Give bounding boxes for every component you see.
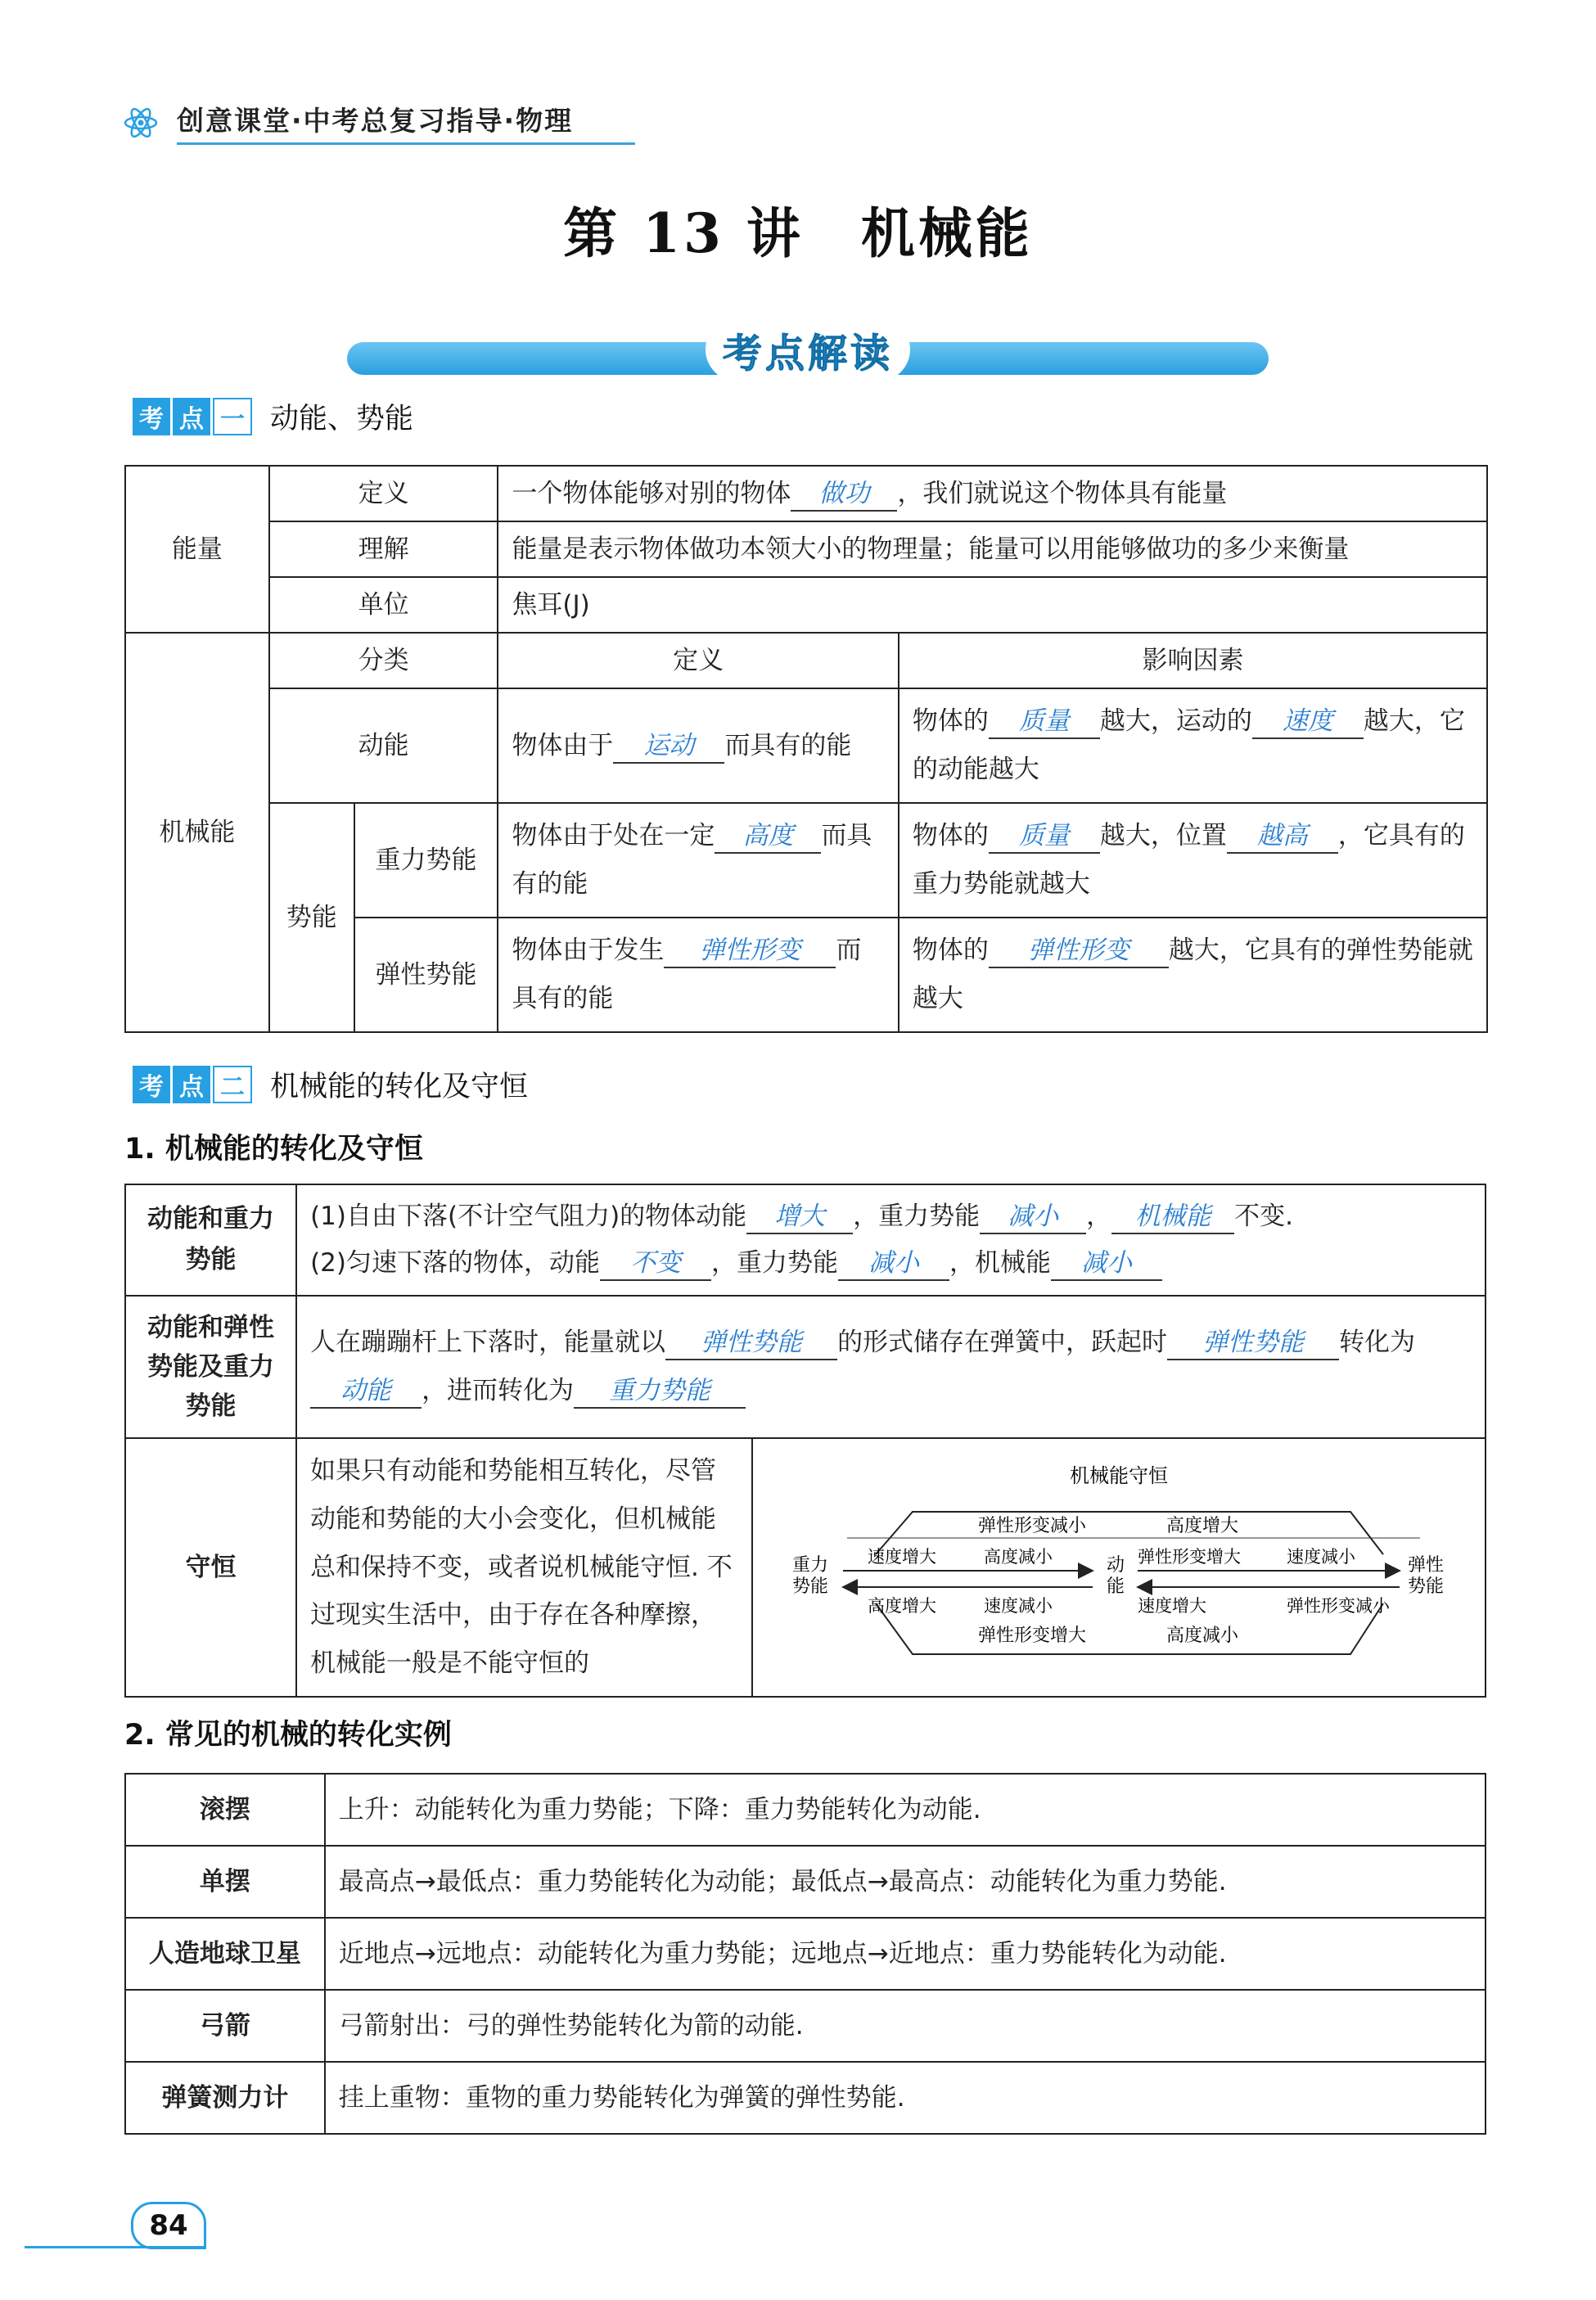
diag-d4: 弹性形变减小 <box>1286 1596 1390 1616</box>
kinetic-gravity-text: (1)自由下落(不计空气阻力)的物体动能 增大 ，重力势能 减小 ， 机械能 不变. (2)匀速下落的物体，动能 不变 ，重力势能 减小 ，机械能 减小 <box>296 1184 1486 1296</box>
example-label: 滚摆 <box>125 1774 325 1846</box>
answer-blank: 高度 <box>715 819 821 854</box>
page-number: 84 <box>131 2202 206 2249</box>
kinetic-elastic-gravity-text: 人在蹦蹦杆上下落时，能量就以 弹性势能 的形式储存在弹簧中，跃起时 弹性势能 转化为动能 ，进而转化为 重力势能 <box>296 1296 1486 1438</box>
energy-table <box>124 465 1488 1033</box>
answer-blank: 速度 <box>1252 705 1364 739</box>
diag-u3: 弹性形变增大 <box>1137 1547 1241 1567</box>
category-header: 分类 <box>269 633 498 688</box>
kinetic-gravity-label: 动能和重力势能 <box>125 1184 296 1296</box>
unit-text: 焦耳(J) <box>498 577 1487 633</box>
def-cell: 一个物体能够对别的物体 做功 ，我们就说这个物体具有能量 <box>498 466 1487 521</box>
section2-title: 机械能的转化及守恒 <box>270 1071 529 1103</box>
diag-d3: 速度增大 <box>1137 1596 1206 1616</box>
diag-right-2: 势能 <box>1407 1576 1444 1597</box>
answer-blank: 重力势能 <box>574 1374 746 1409</box>
lesson-title: 第 13 讲 机械能 <box>563 201 1033 265</box>
factor-header: 影响因素 <box>899 633 1487 688</box>
section2-heading <box>133 1066 528 1103</box>
answer-blank: 做功 <box>791 477 897 512</box>
conservation-text: 如果只有动能和势能相互转化，尽管动能和势能的大小会变化，但机械能总和保持不变，或者说机械能守恒. 不过现实生活中，由于存在各种摩擦，机械能一般是不能守恒的 <box>296 1438 752 1697</box>
unit-label: 单位 <box>269 577 498 633</box>
badge-kao: 考 <box>133 398 170 435</box>
section1-title: 动能、势能 <box>270 403 414 435</box>
conservation-diagram-cell <box>752 1438 1486 1697</box>
subheading-1: 1. 机械能的转化及守恒 <box>124 1133 423 1166</box>
diag-right-1: 弹性 <box>1407 1555 1444 1576</box>
example-label: 单摆 <box>125 1846 325 1918</box>
badge-dian: 点 <box>173 398 210 435</box>
diag-left-1: 重力 <box>791 1555 828 1576</box>
section1-number: 一 <box>213 398 252 435</box>
answer-blank: 弹性形变 <box>989 934 1169 968</box>
understanding-label: 理解 <box>269 521 498 577</box>
elastic-pe-factor: 物体的 弹性形变 越大，它具有的弹性势能就越大 <box>899 918 1487 1032</box>
elastic-pe-label: 弹性势能 <box>354 918 498 1032</box>
answer-blank: 弹性形变 <box>664 934 836 968</box>
def-label: 定义 <box>269 466 498 521</box>
gravity-pe-def: 物体由于处在一定 高度 而具有的能 <box>498 803 898 918</box>
gravity-pe-factor: 物体的 质量 越大，位置 越高 ，它具有的重力势能就越大 <box>899 803 1487 918</box>
example-label: 弹簧测力计 <box>125 2062 325 2134</box>
diag-d2: 速度减小 <box>983 1596 1053 1616</box>
badge-kao: 考 <box>133 1066 170 1103</box>
table-row <box>125 1846 1486 1918</box>
example-text: 近地点→远地点：动能转化为重力势能；远地点→近地点：重力势能转化为动能. <box>325 1918 1486 1990</box>
answer-blank: 越高 <box>1227 819 1338 854</box>
table-row <box>125 1774 1486 1846</box>
series-title: 创意课堂·中考总复习指导·物理 <box>177 105 574 137</box>
badge-dian: 点 <box>173 1066 210 1103</box>
diag-t1: 弹性形变减小 <box>977 1516 1086 1536</box>
answer-blank: 动能 <box>310 1374 422 1409</box>
answer-blank: 减小 <box>1051 1247 1162 1281</box>
diag-b1: 弹性形变增大 <box>977 1626 1086 1646</box>
answer-blank: 增大 <box>746 1200 853 1234</box>
diag-left-2: 势能 <box>791 1576 828 1597</box>
diagram-top-label: 机械能守恒 <box>1069 1464 1168 1487</box>
example-text: 弓箭射出：弓的弹性势能转化为箭的动能. <box>325 1990 1486 2062</box>
answer-blank: 弹性势能 <box>1167 1326 1339 1360</box>
energy-label: 能量 <box>125 466 269 633</box>
answer-blank: 质量 <box>989 819 1100 854</box>
diag-d1: 高度增大 <box>867 1596 936 1616</box>
answer-blank: 不变 <box>600 1247 711 1281</box>
diag-b2: 高度减小 <box>1165 1626 1238 1646</box>
answer-blank: 质量 <box>989 705 1100 739</box>
diag-mid-2: 能 <box>1106 1576 1125 1597</box>
kinetic-factor: 物体的 质量 越大，运动的 速度 越大，它的动能越大 <box>899 688 1487 803</box>
kinetic-label: 动能 <box>269 688 498 803</box>
kinetic-def: 物体由于 运动 而具有的能 <box>498 688 898 803</box>
conservation-diagram <box>753 1440 1485 1695</box>
table-row <box>125 1918 1486 1990</box>
answer-blank: 机械能 <box>1111 1200 1234 1234</box>
subheading-2: 2. 常见的机械的转化实例 <box>124 1719 452 1752</box>
example-label: 人造地球卫星 <box>125 1918 325 1990</box>
table-row <box>125 2062 1486 2134</box>
banner-text: 考点解读 <box>722 330 893 377</box>
definition-header: 定义 <box>498 633 898 688</box>
diag-u4: 速度减小 <box>1286 1547 1355 1567</box>
diag-u2: 高度减小 <box>983 1547 1053 1567</box>
answer-blank: 运动 <box>613 729 724 764</box>
potential-label: 势能 <box>269 803 354 1032</box>
answer-blank: 减小 <box>980 1200 1086 1234</box>
examples-table <box>124 1773 1486 2135</box>
example-text: 挂上重物：重物的重力势能转化为弹簧的弹性势能. <box>325 2062 1486 2134</box>
footer-rule <box>25 2246 205 2248</box>
mech-energy-label: 机械能 <box>125 633 269 1032</box>
running-header <box>123 97 630 154</box>
answer-blank: 减小 <box>838 1247 949 1281</box>
header-rule <box>177 142 635 145</box>
diag-t2: 高度增大 <box>1165 1516 1238 1536</box>
atom-icon <box>123 105 159 141</box>
example-text: 上升：动能转化为重力势能；下降：重力势能转化为动能. <box>325 1774 1486 1846</box>
elastic-pe-def: 物体由于发生 弹性形变 而具有的能 <box>498 918 898 1032</box>
diag-mid-1: 动 <box>1106 1555 1125 1576</box>
gravity-pe-label: 重力势能 <box>354 803 498 918</box>
section2-number: 二 <box>213 1066 252 1103</box>
answer-blank: 弹性势能 <box>665 1326 837 1360</box>
kinetic-elastic-gravity-label: 动能和弹性势能及重力势能 <box>125 1296 296 1438</box>
section1-heading <box>133 398 413 435</box>
section-banner-label <box>706 318 910 381</box>
example-text: 最高点→最低点：重力势能转化为动能；最低点→最高点：动能转化为重力势能. <box>325 1846 1486 1918</box>
conversion-table <box>124 1184 1486 1698</box>
example-label: 弓箭 <box>125 1990 325 2062</box>
table-row <box>125 1990 1486 2062</box>
diag-u1: 速度增大 <box>867 1547 936 1567</box>
conservation-label: 守恒 <box>125 1438 296 1697</box>
understanding-text: 能量是表示物体做功本领大小的物理量；能量可以用能够做功的多少来衡量 <box>498 521 1487 577</box>
